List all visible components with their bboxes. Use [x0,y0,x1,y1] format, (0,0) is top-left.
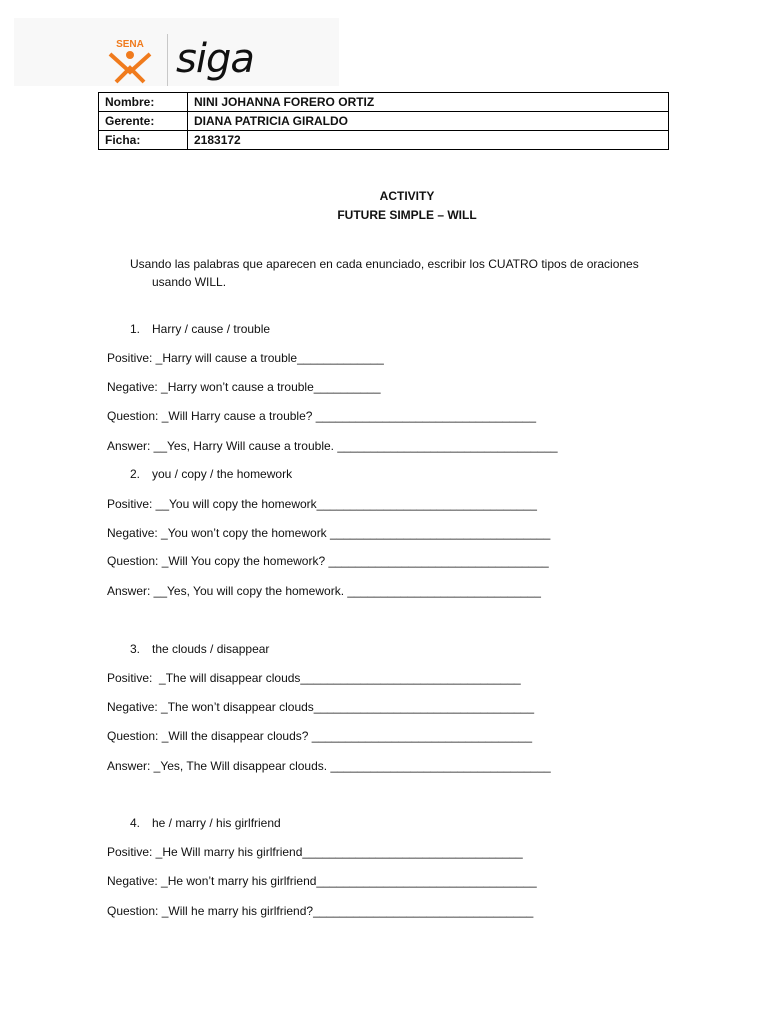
question-line: Question: _Will he marry his girlfriend?_________________________________ [107,904,534,918]
positive-line: Positive: _Harry will cause a trouble_____________ [107,351,384,365]
instructions [130,255,670,291]
table-row [99,131,669,150]
instructions-line-1: Usando las palabras que aparecen en cada enunciado, escribir los CUATRO tipos de oraciones [130,257,639,271]
negative-line: Negative: _You won’t copy the homework _________________________________ [107,526,551,540]
exercise-number: 2. [130,467,141,481]
positive-line: Positive: __You will copy the homework_________________________________ [107,497,537,511]
ficha-label: Ficha: [99,131,188,150]
sena-logo-text: SENA [116,39,144,50]
exercise-prompt: you / copy / the homework [152,467,293,481]
negative-line: Negative: _He won’t marry his girlfriend_________________________________ [107,874,537,888]
answer-line: Answer: _Yes, The Will disappear clouds. _________________________________ [107,759,551,773]
logo-divider [167,34,168,86]
instructions-line-2: usando WILL. [152,275,227,289]
positive-line: Positive: _The will disappear clouds_________________________________ [107,671,521,685]
info-table [98,92,669,150]
exercise-heading [130,642,269,656]
exercise-prompt: the clouds / disappear [152,642,270,656]
exercise-prompt: Harry / cause / trouble [152,322,271,336]
positive-line: Positive: _He Will marry his girlfriend_________________________________ [107,845,523,859]
exercise-number: 1. [130,322,141,336]
manager-label: Gerente: [99,112,188,131]
negative-line: Negative: _The won’t disappear clouds_________________________________ [107,700,535,714]
question-line: Question: _Will Harry cause a trouble? _________________________________ [107,409,536,423]
exercise-number: 4. [130,816,141,830]
exercise-heading [130,467,292,481]
table-row [99,112,669,131]
answer-line: Answer: __Yes, You will copy the homework. _____________________________ [107,584,541,598]
sena-logo [104,38,156,86]
name-label: Nombre: [99,93,188,112]
answer-line: Answer: __Yes, Harry Will cause a trouble. _________________________________ [107,439,558,453]
exercise-heading [130,322,270,336]
exercise-heading [130,816,281,830]
siga-logo: siga [176,36,254,82]
negative-line: Negative: _Harry won’t cause a trouble__________ [107,380,381,394]
table-row [99,93,669,112]
name-value: NINI JOHANNA FORERO ORTIZ [188,93,669,112]
manager-value: DIANA PATRICIA GIRALDO [188,112,669,131]
question-line: Question: _Will You copy the homework? _________________________________ [107,554,549,568]
page-subtitle: FUTURE SIMPLE – WILL [337,208,477,222]
question-line: Question: _Will the disappear clouds? _________________________________ [107,729,533,743]
page-title: ACTIVITY [379,189,435,203]
ficha-value: 2183172 [188,131,669,150]
exercise-number: 3. [130,642,141,656]
exercise-prompt: he / marry / his girlfriend [152,816,281,830]
